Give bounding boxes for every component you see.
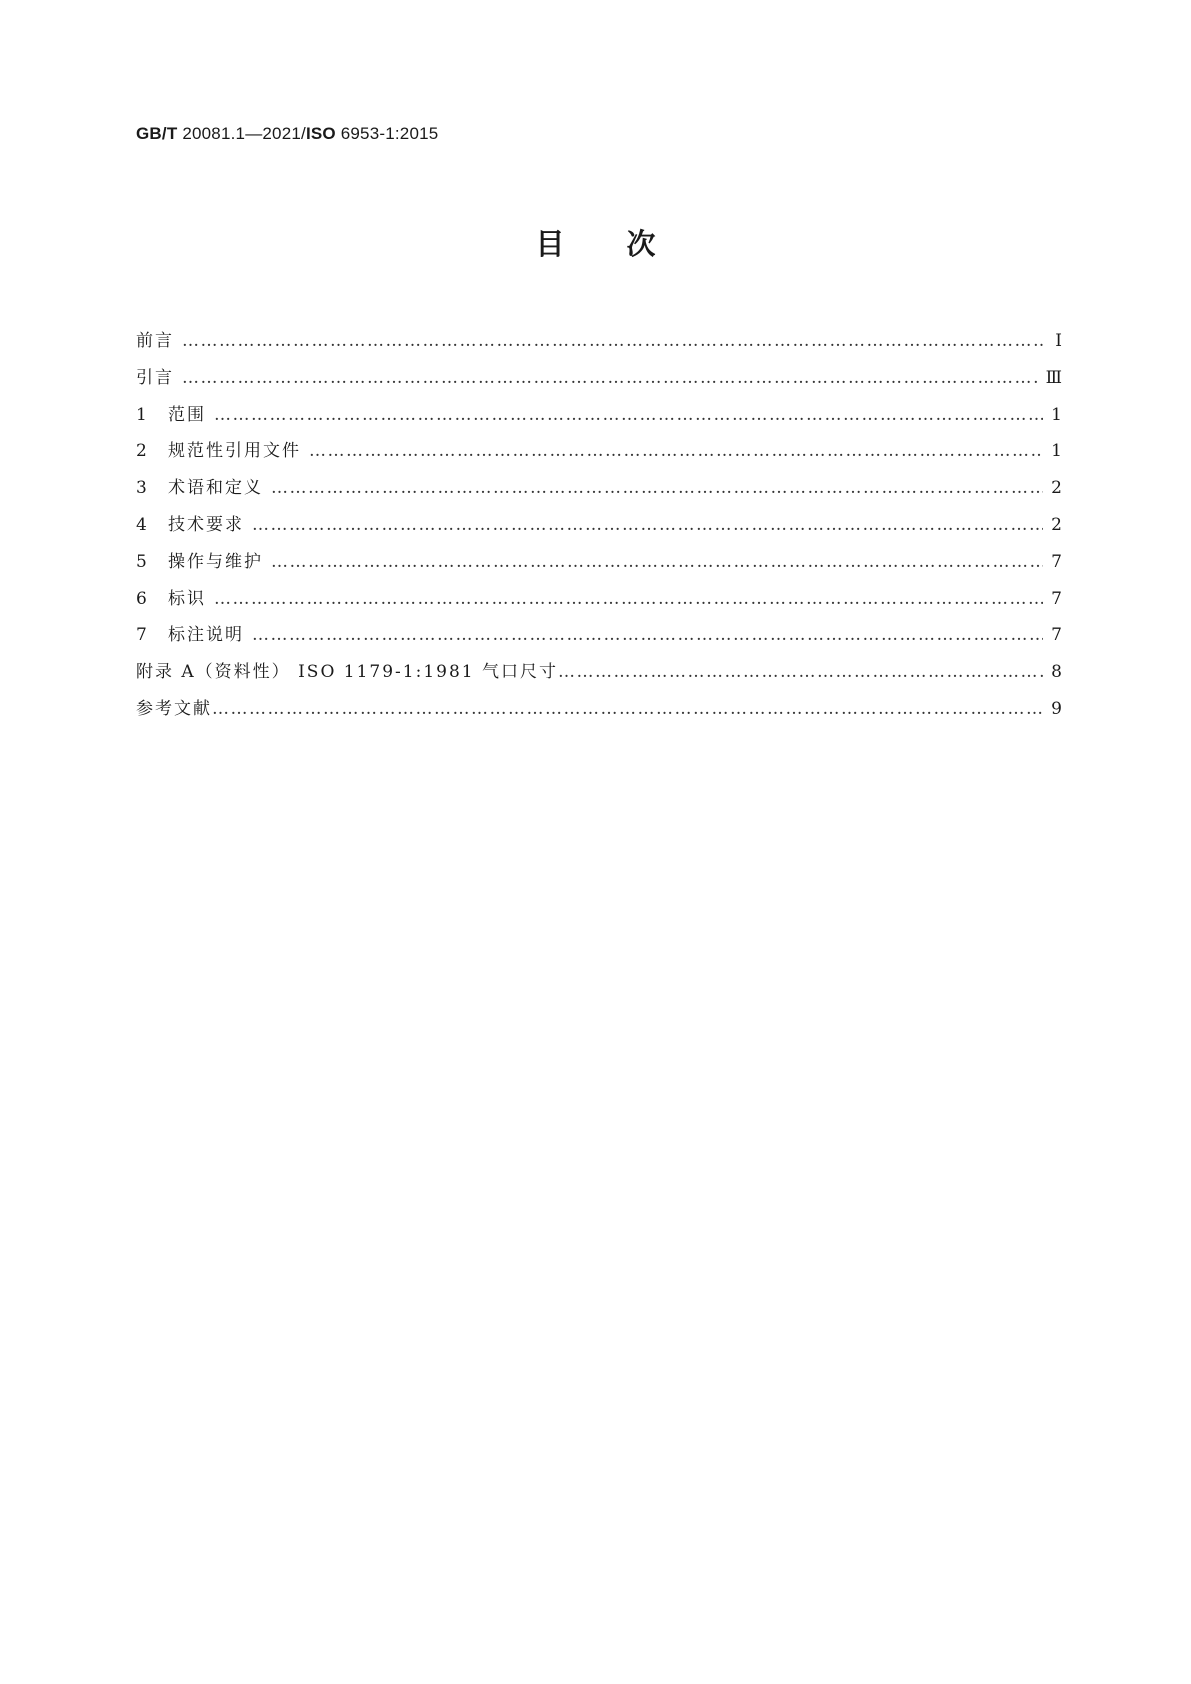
toc-entry-page: 1 bbox=[1051, 441, 1062, 462]
toc-entry-label: 引言 bbox=[136, 367, 174, 388]
table-of-contents bbox=[136, 326, 1062, 731]
toc-entry-terms-definitions[interactable] bbox=[136, 473, 1062, 510]
toc-entry-annex-a[interactable] bbox=[136, 657, 1062, 694]
toc-leader bbox=[182, 331, 1044, 351]
toc-entry-number: 2 bbox=[136, 441, 147, 462]
toc-entry-label: 技术要求 bbox=[168, 514, 244, 535]
toc-leader bbox=[558, 662, 1043, 682]
toc-leader bbox=[309, 441, 1043, 461]
toc-entry-label: 前言 bbox=[136, 331, 174, 351]
toc-entry-label: 参考文献 bbox=[136, 698, 212, 719]
toc-entry-label: 标注说明 bbox=[168, 625, 244, 646]
toc-entry-page: 2 bbox=[1051, 514, 1062, 535]
toc-entry-number: 6 bbox=[136, 588, 147, 609]
toc-entry-page: 7 bbox=[1051, 625, 1062, 646]
toc-leader bbox=[252, 625, 1043, 645]
toc-entry-label: 操作与维护 bbox=[168, 551, 263, 572]
toc-entry-label: 附录 A（资料性） ISO 1179-1:1981 气口尺寸 bbox=[136, 662, 559, 683]
toc-entry-operation-maintenance[interactable] bbox=[136, 547, 1062, 584]
toc-entry-technical-requirements[interactable] bbox=[136, 510, 1062, 547]
toc-entry-label: 范围 bbox=[168, 404, 206, 425]
page-title: 目次 bbox=[535, 227, 718, 261]
toc-entry-introduction[interactable] bbox=[136, 363, 1062, 400]
toc-entry-page: 8 bbox=[1051, 662, 1062, 683]
iso-prefix: ISO bbox=[305, 124, 336, 143]
toc-entry-number: 4 bbox=[136, 514, 147, 535]
toc-entry-label: 术语和定义 bbox=[168, 478, 263, 499]
toc-leader bbox=[252, 515, 1043, 535]
toc-entry-foreword[interactable] bbox=[136, 326, 1062, 363]
toc-entry-page: Ⅲ bbox=[1045, 367, 1062, 388]
toc-entry-number: 7 bbox=[136, 625, 147, 646]
toc-entry-page: Ⅰ bbox=[1055, 331, 1062, 351]
toc-entry-identification[interactable] bbox=[136, 584, 1062, 621]
toc-entry-number: 1 bbox=[136, 404, 147, 425]
toc-entry-identification-statement[interactable] bbox=[136, 620, 1062, 657]
toc-entry-page: 2 bbox=[1051, 478, 1062, 499]
toc-entry-normative-references[interactable] bbox=[136, 436, 1062, 473]
toc-entry-page: 1 bbox=[1051, 404, 1062, 425]
toc-entry-scope[interactable] bbox=[136, 400, 1062, 437]
standard-number: 20081.1—2021/ bbox=[177, 124, 306, 143]
toc-entry-bibliography[interactable] bbox=[136, 694, 1062, 731]
toc-leader bbox=[214, 405, 1043, 425]
toc-entry-label: 规范性引用文件 bbox=[168, 441, 301, 462]
toc-leader bbox=[182, 368, 1038, 388]
toc-entry-label: 标识 bbox=[168, 588, 206, 609]
toc-entry-page: 7 bbox=[1051, 551, 1062, 572]
toc-leader bbox=[271, 552, 1043, 572]
standard-code bbox=[136, 124, 438, 144]
toc-entry-number: 5 bbox=[136, 551, 147, 572]
toc-entry-number: 3 bbox=[136, 478, 147, 499]
toc-leader bbox=[214, 589, 1043, 609]
toc-leader bbox=[271, 478, 1043, 498]
iso-number: 6953-1:2015 bbox=[335, 124, 439, 143]
toc-leader bbox=[212, 699, 1043, 719]
toc-entry-page: 9 bbox=[1051, 698, 1062, 719]
toc-entry-page: 7 bbox=[1051, 588, 1062, 609]
standard-prefix: GB/T bbox=[136, 124, 178, 143]
